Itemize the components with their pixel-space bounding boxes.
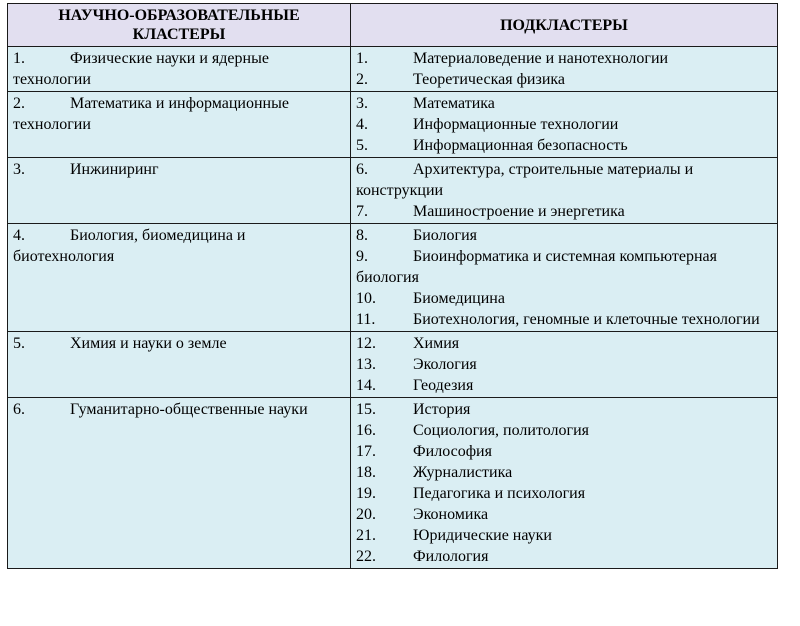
subcluster-label: Машиностроение и энергетика [413, 203, 625, 220]
cluster-label: Математика и информационные технологии [13, 95, 289, 133]
table-row [8, 224, 778, 332]
subcluster-cell [351, 398, 778, 569]
subcluster-number: 3. [356, 95, 368, 112]
cluster-label: Гуманитарно-общественные науки [70, 401, 308, 418]
subcluster-label: Журналистика [413, 464, 513, 481]
subcluster-item [356, 504, 772, 525]
subcluster-label: Биомедицина [413, 290, 505, 307]
header-subclusters: ПОДКЛАСТЕРЫ [351, 4, 778, 47]
subcluster-item [356, 135, 772, 156]
subcluster-number: 15. [356, 401, 376, 418]
cluster-label: Инжиниринг [70, 161, 159, 178]
subcluster-number: 16. [356, 422, 376, 439]
subcluster-number: 1. [356, 50, 368, 67]
subcluster-number: 9. [356, 248, 368, 265]
subcluster-number: 12. [356, 335, 376, 352]
table-row [8, 92, 778, 158]
subcluster-label: Материаловедение и нанотехнологии [413, 50, 669, 67]
subcluster-item [356, 69, 772, 90]
subcluster-number: 22. [356, 548, 376, 565]
subcluster-label: Биоинформатика и системная компьютерная биология [356, 248, 717, 286]
subcluster-label: Химия [413, 335, 460, 352]
table-row [8, 47, 778, 92]
subcluster-number: 14. [356, 377, 376, 394]
table-body [8, 47, 778, 569]
subcluster-number: 6. [356, 161, 368, 178]
subcluster-cell [351, 158, 778, 224]
subcluster-label: Биология [413, 227, 478, 244]
subcluster-item [356, 462, 772, 483]
subcluster-label: Филология [413, 548, 489, 565]
cluster-label: Физические науки и ядерные технологии [13, 50, 269, 88]
subcluster-number: 5. [356, 137, 368, 154]
subcluster-label: Информационные технологии [413, 116, 619, 133]
subcluster-number: 10. [356, 290, 376, 307]
subcluster-item [356, 114, 772, 135]
subcluster-number: 11. [356, 311, 376, 328]
subcluster-number: 2. [356, 71, 368, 88]
subcluster-number: 21. [356, 527, 376, 544]
subcluster-label: Информационная безопасность [413, 137, 628, 154]
subcluster-label: Социология, политология [413, 422, 589, 439]
subcluster-item [356, 525, 772, 546]
subcluster-label: История [413, 401, 471, 418]
subcluster-label: Экономика [413, 506, 489, 523]
cluster-cell [8, 158, 351, 224]
subcluster-number: 8. [356, 227, 368, 244]
cluster-label: Биология, биомедицина и биотехнология [13, 227, 246, 265]
cluster-number: 2. [13, 95, 25, 112]
subcluster-label: Математика [413, 95, 495, 112]
subcluster-item [356, 159, 772, 201]
cluster-label: Химия и науки о земле [70, 335, 227, 352]
subcluster-number: 13. [356, 356, 376, 373]
subcluster-item [356, 375, 772, 396]
cluster-cell [8, 224, 351, 332]
cluster-cell [8, 47, 351, 92]
table-row [8, 332, 778, 398]
subcluster-label: Экология [413, 356, 477, 373]
subcluster-number: 7. [356, 203, 368, 220]
subcluster-item [356, 225, 772, 246]
subcluster-item [356, 333, 772, 354]
subcluster-label: Теоретическая физика [413, 71, 566, 88]
table-row [8, 158, 778, 224]
subcluster-item [356, 93, 772, 114]
subcluster-cell [351, 47, 778, 92]
subcluster-item [356, 288, 772, 309]
subcluster-number: 18. [356, 464, 376, 481]
subcluster-item [356, 354, 772, 375]
cluster-table [7, 3, 778, 569]
subcluster-item [356, 48, 772, 69]
cluster-number: 4. [13, 227, 25, 244]
subcluster-number: 17. [356, 443, 376, 460]
table-row [8, 398, 778, 569]
cluster-number: 3. [13, 161, 25, 178]
subcluster-item [356, 546, 772, 567]
subcluster-label: Философия [413, 443, 492, 460]
subcluster-cell [351, 224, 778, 332]
subcluster-item [356, 420, 772, 441]
subcluster-item [356, 441, 772, 462]
subcluster-label: Биотехнология, геномные и клеточные технологии [413, 311, 760, 328]
subcluster-label: Юридические науки [413, 527, 552, 544]
header-clusters: НАУЧНО-ОБРАЗОВАТЕЛЬНЫЕ КЛАСТЕРЫ [8, 4, 351, 47]
subcluster-number: 20. [356, 506, 376, 523]
subcluster-cell [351, 92, 778, 158]
subcluster-cell [351, 332, 778, 398]
subcluster-label: Педагогика и психология [413, 485, 586, 502]
cluster-table-wrap [7, 3, 777, 569]
subcluster-label: Геодезия [413, 377, 474, 394]
subcluster-item [356, 201, 772, 222]
cluster-number: 5. [13, 335, 25, 352]
cluster-cell [8, 332, 351, 398]
subcluster-item [356, 246, 772, 288]
subcluster-label: Архитектура, строительные материалы и конструкции [356, 161, 694, 199]
cluster-cell [8, 398, 351, 569]
cluster-cell [8, 92, 351, 158]
subcluster-item [356, 399, 772, 420]
cluster-number: 1. [13, 50, 25, 67]
header-row [8, 4, 778, 47]
subcluster-number: 19. [356, 485, 376, 502]
subcluster-item [356, 309, 772, 330]
cluster-number: 6. [13, 401, 25, 418]
subcluster-number: 4. [356, 116, 368, 133]
subcluster-item [356, 483, 772, 504]
